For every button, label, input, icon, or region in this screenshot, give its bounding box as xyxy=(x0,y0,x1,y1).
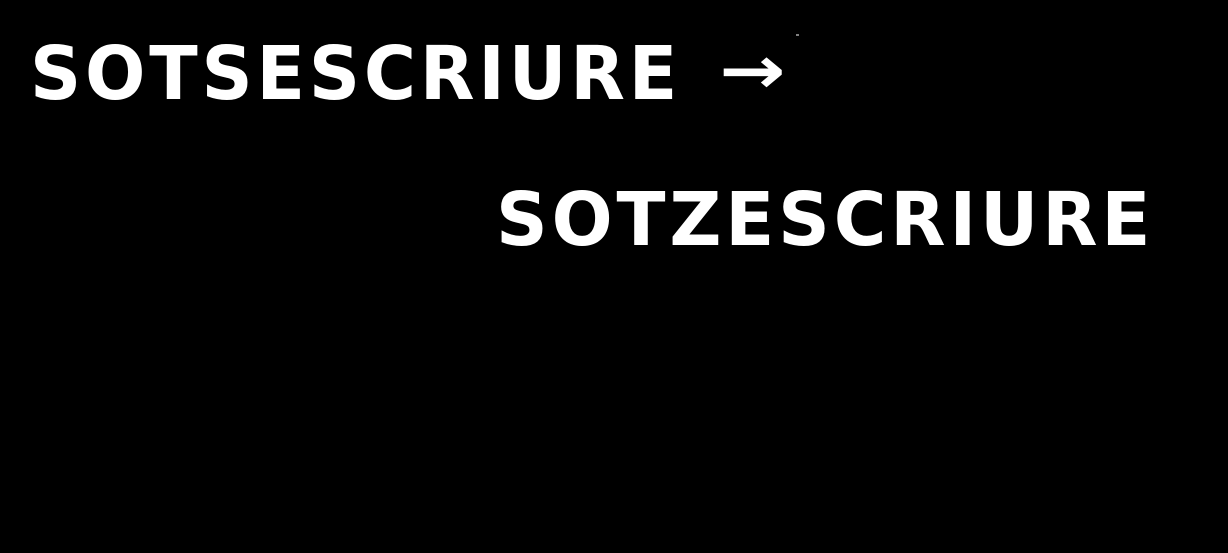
chalk-speck xyxy=(796,34,799,36)
handwritten-line-original xyxy=(30,31,791,117)
right-arrow-icon: → xyxy=(719,32,791,109)
handwritten-line-corrected xyxy=(496,177,1155,263)
word-sotzescriure: SOTZESCRIURE xyxy=(496,177,1155,263)
word-sotsescriure: SOTSESCRIURE xyxy=(30,31,682,117)
